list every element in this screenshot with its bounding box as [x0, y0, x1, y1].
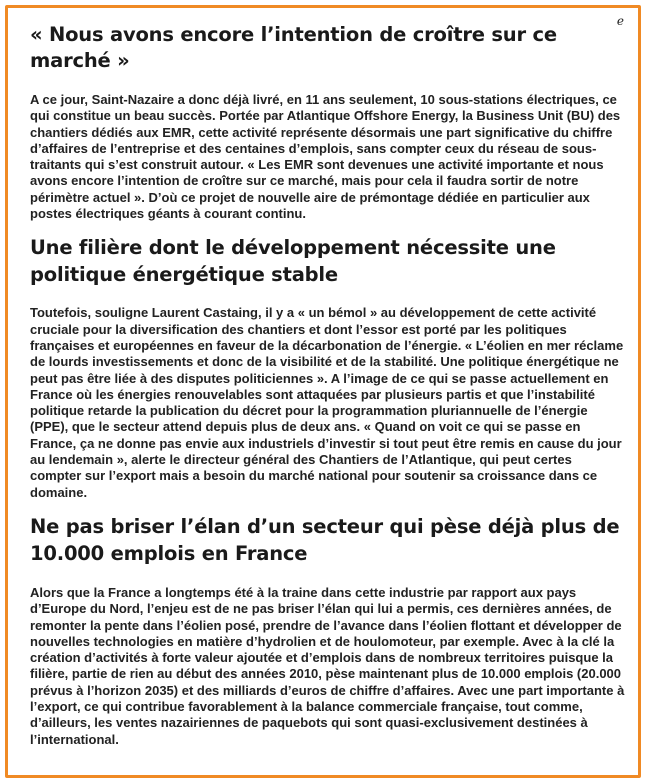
heading-3: Ne pas briser l’élan d’un secteur qui pèse déjà plus de 10.000 emplois en France [30, 514, 620, 565]
article-frame [5, 5, 641, 778]
article-content [30, 18, 626, 748]
paragraph-3: Alors que la France a longtemps été à la traine dans cette industrie par rapport aux pays d’Europe du Nord, l’enjeu est de ne pas briser l’élan qui lui a permis, ces dernières années, de remonter la pente dans l’éolien posé, prendre de l’avance dans l’éolien flottant et développer de nouvelles technologies en matière d’hydrolien et de houlomoteur, par exemple. Avec à la clé la création d’activités à forte valeur ajoutée et d’emplois dans de nombreux territoires puisque la filière, partie de rien au début des années 2010, pèse maintenant plus de 10.000 emplois (20.000 prévus à l’horizon 2035) et des milliards d’euros de chiffre d’affaires. Avec une part importante à l’export, ce qui contribue favorablement à la balance commerciale française, tout comme, d’ailleurs, les ventes nazairiennes de paquebots qui sont quasi-exclusivement destinées à l’international. [30, 584, 625, 747]
heading-2: Une filière dont le développement nécessite une politique énergétique stable [30, 236, 556, 287]
paragraph-1: A ce jour, Saint-Nazaire a donc déjà livré, en 11 ans seulement, 10 sous-stations électriques, ce qui constitue un beau succès. Portée par Atlantique Offshore Energy, la Business Unit (BU) des chantiers dédiés aux EMR, cette activité représente désormais une part significative du chiffre d’affaires de l’entreprise et des centaines d’emplois, sans compter ceux du réseau de sous-traitants qui s’est construit autour. « Les EMR sont devenues une activité importante et nous avons encore l’intention de croître sur ce marché, mais pour cela il faudra sortir de notre périmètre actuel ». D’où ce projet de nouvelle aire de prémontage dédiée en particulier aux postes électriques géants à courant continu. [30, 92, 621, 222]
paragraph-2: Toutefois, souligne Laurent Castaing, il y a « un bémol » au développement de cette activité cruciale pour la diversification des chantiers et dont l’essor est porté par les politiques françaises et européennes en faveur de la décarbonation de l’énergie. « L’éolien en mer réclame de lourds investissements et donc de la visibilité et de la stabilité. Une politique énergétique ne peut pas être liée à des disputes politiciennes ». A l’image de ce qui se passe actuellement en France où les énergies renouvelables sont attaquées par plusieurs partis et que l’instabilité politique retarde la publication du décret pour la programmation pluriannuelle de l’énergie (PPE), que le secteur attend depuis plus de deux ans. « Quand on voit ce qui se passe en France, ça ne donne pas envie aux industriels d’investir si tout peut être remis en cause du jour au lendemain », alerte le directeur général des Chantiers de l’Atlantique, qui peut certes compter sur l’export mais a besoin du marché national pour soutenir sa croissance dans ce domaine. [30, 305, 624, 500]
heading-1: « Nous avons encore l’intention de croître sur ce marché » [30, 23, 557, 72]
corner-mark: e [616, 14, 624, 28]
